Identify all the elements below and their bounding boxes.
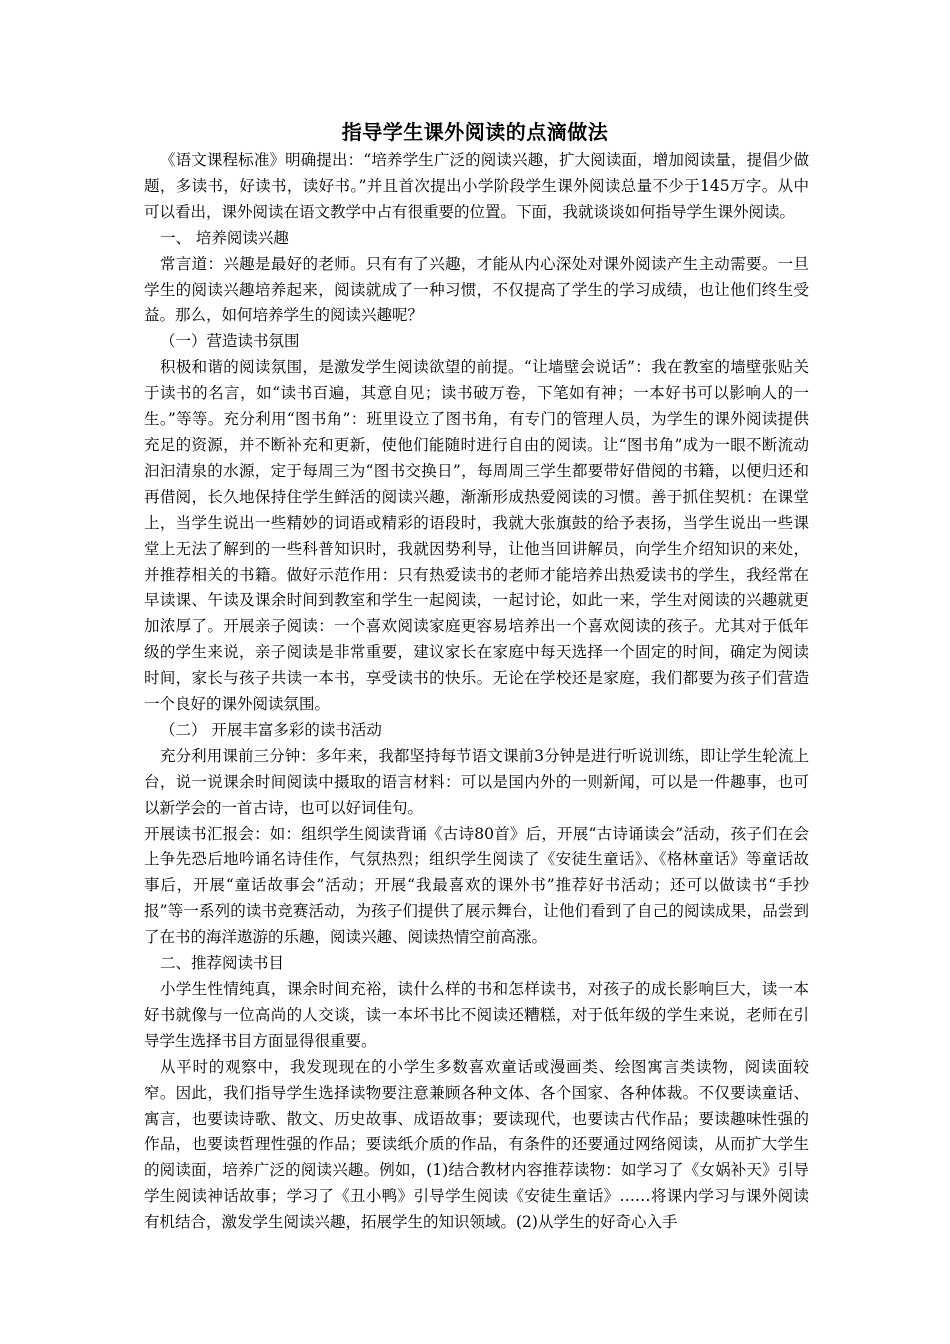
subsection-heading-1: （一）营造读书氛围 (160, 332, 300, 351)
paragraph-recommend: 小学生性情纯真，课余时间充裕，读什么样的书和怎样读书，对孩子的成长影响巨大，读一本好书就像与一位高尚的人交谈，读一本坏书比不阅读还糟糕，对于低年级的学生来说，老师在引导学生选择书目方面显得很重要。 (144, 980, 809, 1050)
paragraph-interest: 常言道：兴趣是最好的老师。只有有了兴趣，才能从内心深处对课外阅读产生主动需要。一旦学生的阅读兴趣培养起来，阅读就成了一种习惯，不仅提高了学生的学习成绩，也让他们终生受益。那么，如何培养学生的阅读兴趣呢？ (144, 254, 809, 325)
section-heading-1: 一、 培养阅读兴趣 (160, 228, 289, 247)
paragraph-reading-report: 开展读书汇报会：如：组织学生阅读背诵《古诗80首》后，开展“古诗诵读会”活动，孩子们在会上争先恐后地吟诵名诗佳作，气氛热烈；组织学生阅读了《安徒生童话》、《格林童话》等童话故事后，开展“童话故事会”活动；开展“我最喜欢的课外书”推荐好书活动；还可以做读书“手抄报”等一系列的读书竞赛活动，为孩子们提供了展示舞台，让他们看到了自己的阅读成果，品尝到了在书的海洋遨游的乐趣，阅读兴趣、阅读热情空前高涨。 (144, 824, 809, 947)
section-heading-2: 二、推荐阅读书目 (160, 954, 285, 973)
subsection-heading-2: （二） 开展丰富多彩的读书活动 (160, 720, 382, 739)
paragraph-intro: 《语文课程标准》明确提出：“培养学生广泛的阅读兴趣，扩大阅读面，增加阅读量，提倡少做题，多读书，好读书，读好书。”并且首次提出小学阶段学生课外阅读总量不少于145万字。从中可以看出，课外阅读在语文教学中占有很重要的位置。下面，我就谈谈如何指导学生课外阅读。 (144, 151, 809, 221)
document-title: 指导学生课外阅读的点滴做法 (341, 120, 609, 144)
document-body (144, 148, 809, 1236)
paragraph-three-minutes: 充分利用课前三分钟：多年来，我都坚持每节语文课前3分钟是进行听说训练，即让学生轮流上台，说一说课余时间阅读中摄取的语言材料：可以是国内外的一则新闻，可以是一件趣事，也可以新学会的一首古诗，也可以好词佳句。 (144, 746, 809, 817)
paragraph-observation: 从平时的观察中，我发现现在的小学生多数喜欢童话或漫画类、绘图寓言类读物，阅读面较窄。因此，我们指导学生选择读物要注意兼顾各种文体、各个国家、各种体裁。不仅要读童话、寓言，也要读诗歌、散文、历史故事、成语故事；要读现代，也要读古代作品；要读趣味性强的作品，也要读哲理性强的作品；要读纸介质的作品，有条件的还要通过网络阅读，从而扩大学生的阅读面，培养广泛的阅读兴趣。例如，(1)结合教材内容推荐读物：如学习了《女娲补天》引导学生阅读神话故事；学习了《丑小鸭》引导学生阅读《安徒生童话》……将课内学习与课外阅读有机结合，激发学生阅读兴趣，拓展学生的知识领域。(2)从学生的好奇心入手 (144, 1057, 809, 1232)
paragraph-atmosphere: 积极和谐的阅读氛围，是激发学生阅读欲望的前提。“让墙壁会说话”：我在教室的墙壁张贴关于读书的名言，如“读书百遍，其意自见；读书破万卷，下笔如有神；一本好书可以影响人的一生。”等等。充分利用“图书角”：班里设立了图书角，有专门的管理人员，为学生的课外阅读提供充足的资源，并不断补充和更新，使他们能随时进行自由的阅读。让“图书角”成为一眼不断流动汩汩清泉的水源，定于每周三为“图书交换日”，每周周三学生都要带好借阅的书籍，以便归还和再借阅，长久地保持住学生鲜活的阅读兴趣，渐渐形成热爱阅读的习惯。善于抓住契机：在课堂上，当学生说出一些精妙的词语或精彩的语段时，我就大张旗鼓的给予表扬，当学生说出一些课堂上无法了解到的一些科普知识时，我就因势利导，让他当回讲解员，向学生介绍知识的来处，并推荐相关的书籍。做好示范作用：只有热爱读书的老师才能培养出热爱读书的学生，我经常在早读课、午读及课余时间到教室和学生一起阅读，一起讨论，如此一来，学生对阅读的兴趣就更加浓厚了。开展亲子阅读：一个喜欢阅读家庭更容易培养出一个喜欢阅读的孩子。尤其对于低年级的学生来说，亲子阅读是非常重要，建议家长在家庭中每天选择一个固定的时间，确定为阅读时间，家长与孩子共读一本书，享受读书的快乐。无论在学校还是家庭，我们都要为孩子们营造一个良好的课外阅读氛围。 (144, 358, 809, 714)
